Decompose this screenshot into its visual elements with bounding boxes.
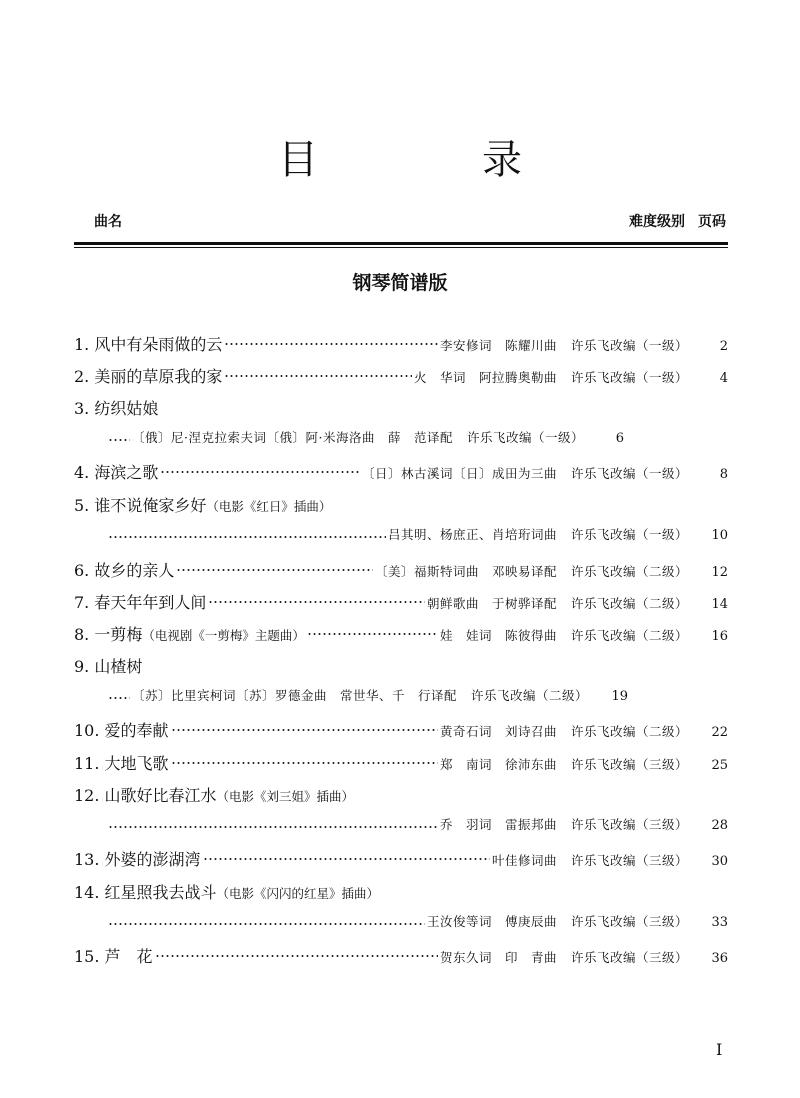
entry-credits: 李安修词 陈耀川曲 bbox=[439, 338, 557, 353]
entry-page[interactable]: 14 bbox=[711, 597, 728, 612]
entry-subtitle: （电视剧《一剪梅》主题曲） bbox=[142, 628, 305, 643]
entry-page[interactable]: 16 bbox=[711, 629, 728, 644]
entry-arranger-level: 许乐飞改编（一级） bbox=[466, 430, 584, 445]
entry-arranger-level: 许乐飞改编（二级） bbox=[570, 724, 688, 739]
entry-title: 5. 谁不说俺家乡好（电影《红日》插曲） bbox=[74, 496, 332, 515]
entry-arranger-level: 许乐飞改编（一级） bbox=[570, 370, 688, 385]
dot-leader bbox=[108, 439, 130, 441]
header-rule-thick bbox=[74, 242, 728, 245]
entry-title: 2. 美丽的草原我的家 bbox=[74, 367, 223, 386]
entry-title: 13. 外婆的澎湖湾 bbox=[74, 850, 201, 869]
dot-leader bbox=[160, 471, 360, 473]
entry-arranger-level: 许乐飞改编（三级） bbox=[570, 950, 688, 965]
entry-arranger-level: 许乐飞改编（二级） bbox=[471, 688, 589, 703]
dot-leader bbox=[171, 762, 438, 764]
entry-page[interactable]: 28 bbox=[711, 818, 728, 833]
entry-arranger-level: 许乐飞改编（一级） bbox=[570, 466, 688, 481]
entry-title: 3. 纺织姑娘 bbox=[74, 399, 159, 418]
entry-arranger-level: 许乐飞改编（三级） bbox=[570, 914, 688, 929]
entry-page[interactable]: 8 bbox=[719, 467, 728, 482]
entry-arranger-level: 许乐飞改编（一级） bbox=[570, 527, 688, 542]
entry-page[interactable]: 10 bbox=[711, 528, 728, 543]
entry-arranger-level: 许乐飞改编（三级） bbox=[570, 757, 688, 772]
entry-credits: 乔 羽词 雷振邦曲 bbox=[439, 817, 557, 832]
dot-leader bbox=[171, 729, 438, 731]
entry-subtitle: （电影《闪闪的红星》插曲） bbox=[216, 886, 380, 901]
entry-title: 6. 故乡的亲人 bbox=[74, 561, 175, 580]
entry-arranger-level: 许乐飞改编（三级） bbox=[570, 817, 688, 832]
dot-leader bbox=[307, 633, 438, 635]
entry-title: 8. 一剪梅（电视剧《一剪梅》主题曲） bbox=[74, 625, 305, 644]
column-header-song-name: 曲名 bbox=[94, 214, 122, 230]
entry-page[interactable]: 19 bbox=[611, 689, 629, 704]
section-title: 钢琴简谱版 bbox=[352, 272, 448, 294]
entry-credits: 〔苏〕比里宾柯词〔苏〕罗德金曲 常世华、千 行译配 bbox=[132, 688, 458, 703]
toc-entry-8[interactable] bbox=[74, 622, 728, 646]
entry-credits: 〔日〕林古溪词〔日〕成田为三曲 bbox=[361, 466, 557, 481]
entry-page[interactable]: 30 bbox=[711, 854, 728, 869]
page-number-folio: I bbox=[716, 1040, 723, 1059]
toc-entry-11[interactable] bbox=[74, 751, 728, 775]
entry-page[interactable]: 12 bbox=[711, 565, 728, 580]
toc-entry-1[interactable] bbox=[74, 332, 728, 356]
entry-arranger-level: 许乐飞改编（二级） bbox=[570, 596, 688, 611]
toc-entry-5-details[interactable] bbox=[74, 525, 728, 549]
entry-credits: 〔俄〕尼·涅克拉索夫词〔俄〕阿·米海洛曲 薛 范译配 bbox=[132, 430, 453, 445]
page-title: 目 录 bbox=[278, 137, 584, 183]
entry-subtitle: （电影《刘三姐》插曲） bbox=[216, 789, 355, 804]
toc-entry-14-title[interactable] bbox=[74, 880, 728, 904]
toc-entry-13[interactable] bbox=[74, 847, 728, 871]
toc-entry-6[interactable] bbox=[74, 558, 728, 582]
entry-credits: 朝鲜歌曲 于树骅译配 bbox=[426, 596, 557, 611]
entry-arranger-level: 许乐飞改编（三级） bbox=[570, 853, 688, 868]
toc-entry-12-details[interactable] bbox=[74, 815, 728, 839]
entry-page[interactable]: 22 bbox=[711, 725, 728, 740]
entry-title: 4. 海滨之歌 bbox=[74, 463, 159, 482]
entry-page[interactable]: 6 bbox=[615, 431, 624, 446]
toc-entry-9-title[interactable] bbox=[74, 654, 728, 678]
entry-credits: 吕其明、杨庶正、肖培珩词曲 bbox=[387, 527, 557, 542]
dot-leader bbox=[155, 955, 438, 957]
entry-credits: 王汝俊等词 傅庚辰曲 bbox=[426, 914, 557, 929]
toc-entry-5-title[interactable] bbox=[74, 493, 728, 517]
toc-entry-15[interactable] bbox=[74, 944, 728, 968]
entry-page[interactable]: 36 bbox=[711, 951, 728, 966]
entry-credits: 贺东久词 印 青曲 bbox=[439, 950, 557, 965]
entry-credits: 〔美〕福斯特词曲 邓映易译配 bbox=[374, 564, 557, 579]
dot-leader bbox=[108, 697, 130, 699]
toc-entry-10[interactable] bbox=[74, 718, 728, 742]
entry-credits: 郑 南词 徐沛东曲 bbox=[439, 757, 557, 772]
column-header-level: 难度级别 bbox=[629, 214, 685, 230]
dot-leader bbox=[176, 569, 373, 571]
dot-leader bbox=[203, 858, 490, 860]
entry-title: 12. 山歌好比春江水（电影《刘三姐》插曲） bbox=[74, 786, 355, 805]
entry-credits: 火 华词 阿拉腾奥勒曲 bbox=[413, 370, 557, 385]
column-header-page: 页码 bbox=[698, 214, 726, 230]
dot-leader bbox=[208, 601, 425, 603]
toc-entry-9-details[interactable] bbox=[74, 686, 728, 710]
toc-entry-3-title[interactable] bbox=[74, 396, 728, 420]
entry-page[interactable]: 2 bbox=[719, 339, 728, 354]
entry-title: 1. 风中有朵雨做的云 bbox=[74, 335, 223, 354]
toc-entry-2[interactable] bbox=[74, 364, 728, 388]
entry-credits: 娃 娃词 陈彼得曲 bbox=[439, 628, 557, 643]
entry-title: 14. 红星照我去战斗（电影《闪闪的红星》插曲） bbox=[74, 883, 380, 902]
entry-title: 9. 山楂树 bbox=[74, 657, 143, 676]
entry-title: 15. 芦 花 bbox=[74, 947, 153, 966]
entry-page[interactable]: 33 bbox=[711, 915, 728, 930]
entry-title: 7. 春天年年到人间 bbox=[74, 593, 207, 612]
toc-entry-14-details[interactable] bbox=[74, 912, 728, 936]
entry-arranger-level: 许乐飞改编（二级） bbox=[570, 564, 688, 579]
dot-leader bbox=[108, 536, 386, 538]
dot-leader bbox=[108, 923, 425, 925]
entry-title: 11. 大地飞歌 bbox=[74, 754, 169, 773]
header-rule-thin bbox=[74, 247, 728, 248]
entry-page[interactable]: 25 bbox=[711, 758, 728, 773]
entry-subtitle: （电影《红日》插曲） bbox=[206, 499, 332, 514]
toc-entry-12-title[interactable] bbox=[74, 783, 728, 807]
entry-arranger-level: 许乐飞改编（一级） bbox=[570, 338, 688, 353]
entry-credits: 黄奇石词 刘诗召曲 bbox=[439, 724, 557, 739]
entry-page[interactable]: 4 bbox=[719, 371, 728, 386]
entry-title: 10. 爱的奉献 bbox=[74, 721, 169, 740]
entry-arranger-level: 许乐飞改编（二级） bbox=[570, 628, 688, 643]
dot-leader bbox=[108, 826, 438, 828]
dot-leader bbox=[224, 375, 412, 377]
dot-leader bbox=[224, 343, 438, 345]
toc-entry-7[interactable] bbox=[74, 590, 728, 614]
entry-credits: 叶佳修词曲 bbox=[491, 853, 557, 868]
toc-entry-3-details[interactable] bbox=[74, 428, 728, 452]
toc-entry-4[interactable] bbox=[74, 460, 728, 484]
